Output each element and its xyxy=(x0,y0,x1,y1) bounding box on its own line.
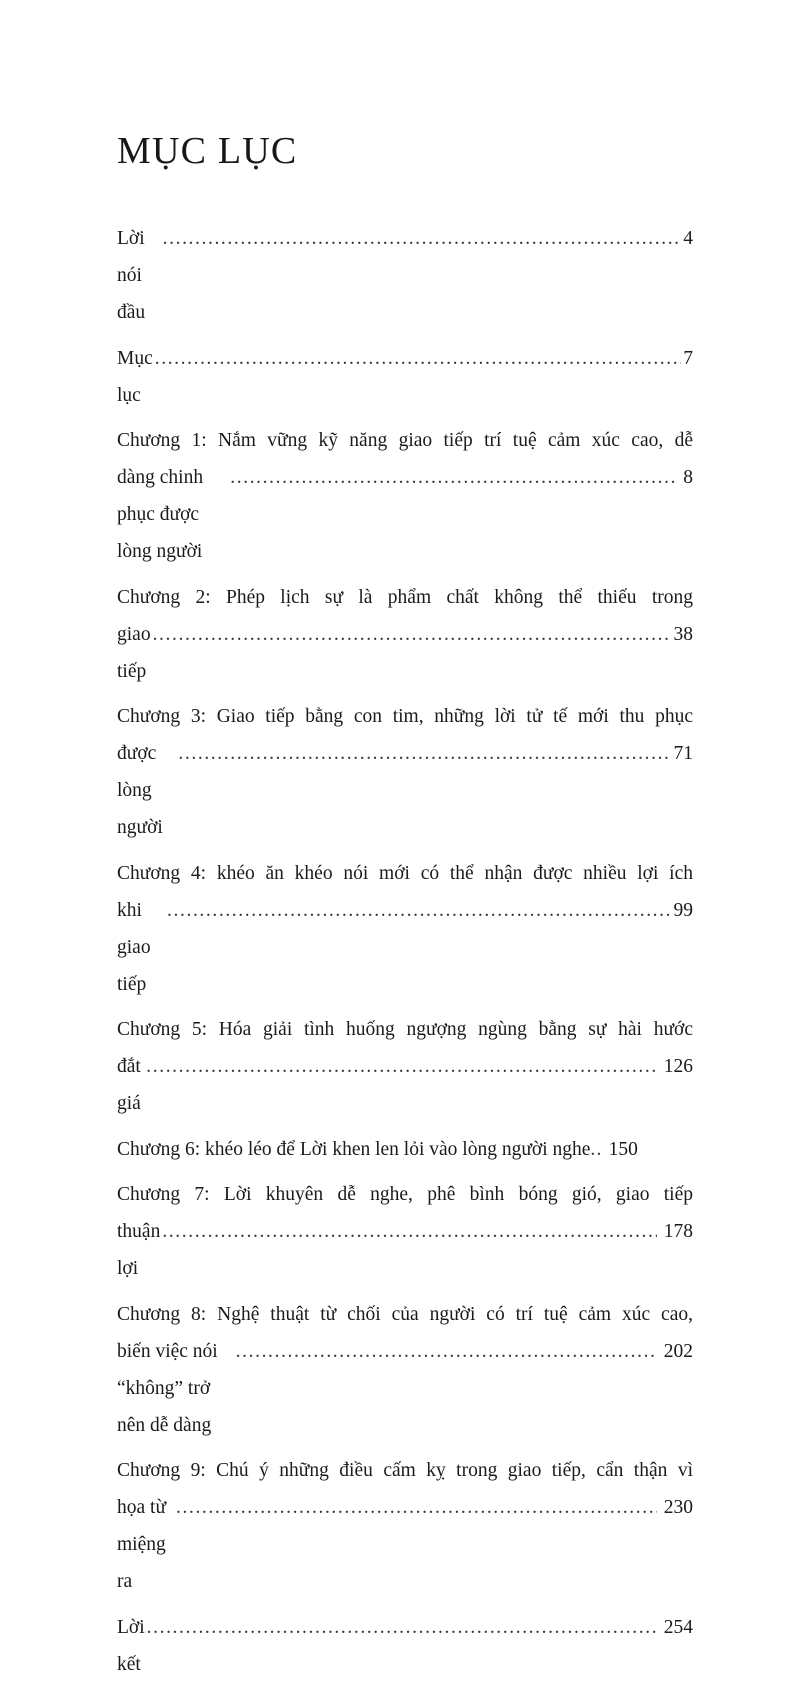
toc-page-number: 99 xyxy=(673,899,693,921)
toc-dot-leader xyxy=(176,1489,657,1526)
toc-page-number: 254 xyxy=(663,1616,693,1638)
toc-entry[interactable] xyxy=(117,1296,693,1444)
toc-entry-label: Chương 6: khéo léo để Lời khen len lỏi vào lòng người nghe xyxy=(117,1138,591,1160)
toc-entry-label: Lời nói đầu xyxy=(117,228,150,323)
toc-entry-row xyxy=(117,1048,693,1122)
toc-entry-row xyxy=(117,735,693,846)
toc-entry-label: họa từ miệng ra xyxy=(117,1497,171,1592)
toc-content xyxy=(117,128,693,1691)
toc-entry-label: thuận lợi xyxy=(117,1221,166,1279)
toc-dot-leader xyxy=(236,1333,657,1370)
toc-dot-leader xyxy=(155,340,682,377)
toc-page-number: 8 xyxy=(683,467,693,488)
toc-entry-row xyxy=(117,1489,693,1600)
toc-entry-row xyxy=(117,1131,693,1168)
toc-entry-title-line: Chương 2: Phép lịch sự là phẩm chất không thể thiếu trong xyxy=(117,586,693,608)
toc-entry-title-line: Chương 4: khéo ăn khéo nói mới có thể nhận được nhiều lợi ích xyxy=(117,862,693,884)
toc-page-number: 150 xyxy=(608,1138,638,1160)
toc-entry-row xyxy=(117,220,693,331)
toc-entry[interactable] xyxy=(117,340,693,414)
toc-entry[interactable] xyxy=(117,422,693,570)
toc-page-number: 202 xyxy=(663,1340,693,1362)
toc-dot-leader xyxy=(147,1609,657,1646)
toc-entry-row xyxy=(117,340,693,414)
toc-entry[interactable] xyxy=(117,1609,693,1683)
toc-dot-leader xyxy=(230,459,676,496)
page-title: MỤC LỤC xyxy=(117,130,298,172)
toc-entry-row xyxy=(117,1213,693,1287)
toc-page-number: 230 xyxy=(663,1497,693,1518)
toc-entry-row xyxy=(117,892,693,1003)
toc-entry-label: Mục lục xyxy=(117,347,158,406)
toc-entry-label: giao tiếp xyxy=(117,623,156,682)
toc-entry-label: được lòng người xyxy=(117,743,163,838)
toc-dot-leader xyxy=(162,1213,656,1250)
toc-entry[interactable] xyxy=(117,579,693,690)
toc-page-number: 126 xyxy=(663,1056,693,1077)
toc-entry-label: dàng chinh phục được lòng người xyxy=(117,467,208,562)
toc-entry[interactable] xyxy=(117,1131,693,1168)
toc-entry-label: đắt giá xyxy=(117,1056,146,1114)
toc-entry-title-line: Chương 3: Giao tiếp bằng con tim, những lời tử tế mới thu phục xyxy=(117,706,693,727)
table-of-contents-list xyxy=(117,220,693,1683)
toc-page-number: 71 xyxy=(673,743,693,764)
toc-page-number: 38 xyxy=(673,623,693,645)
toc-page-number: 4 xyxy=(683,228,693,249)
toc-entry[interactable] xyxy=(117,1452,693,1600)
toc-dot-leader: .. xyxy=(590,1138,603,1160)
toc-dot-leader xyxy=(178,735,671,772)
toc-entry-row xyxy=(117,1609,693,1683)
toc-page-number: 7 xyxy=(683,347,693,369)
toc-entry-row xyxy=(117,1333,693,1444)
toc-entry[interactable] xyxy=(117,1176,693,1287)
toc-entry-label: biến việc nói “không” trở nên dễ dàng xyxy=(117,1340,223,1436)
toc-dot-leader xyxy=(163,220,682,257)
toc-dot-leader xyxy=(153,616,672,653)
toc-dot-leader xyxy=(167,892,671,929)
toc-entry-label: Lời kết xyxy=(117,1616,150,1675)
toc-entry[interactable] xyxy=(117,855,693,1003)
toc-dot-leader xyxy=(146,1048,656,1085)
toc-entry-title-line: Chương 5: Hóa giải tình huống ngượng ngùng bằng sự hài hước xyxy=(117,1019,693,1040)
toc-entry-title-line: Chương 1: Nắm vững kỹ năng giao tiếp trí tuệ cảm xúc cao, dễ xyxy=(117,430,693,451)
toc-entry[interactable] xyxy=(117,220,693,331)
toc-entry[interactable] xyxy=(117,1011,693,1122)
toc-page-number: 178 xyxy=(663,1221,693,1242)
toc-entry-row xyxy=(117,616,693,690)
toc-entry-label: khi giao tiếp xyxy=(117,899,156,995)
toc-entry-title-line: Chương 8: Nghệ thuật từ chối của người có trí tuệ cảm xúc cao, xyxy=(117,1303,693,1325)
toc-entry-row xyxy=(117,459,693,570)
toc-entry-title-line: Chương 9: Chú ý những điều cấm kỵ trong giao tiếp, cẩn thận vì xyxy=(117,1460,693,1481)
toc-entry[interactable] xyxy=(117,698,693,846)
toc-entry-title-line: Chương 7: Lời khuyên dễ nghe, phê bình bóng gió, giao tiếp xyxy=(117,1184,693,1205)
